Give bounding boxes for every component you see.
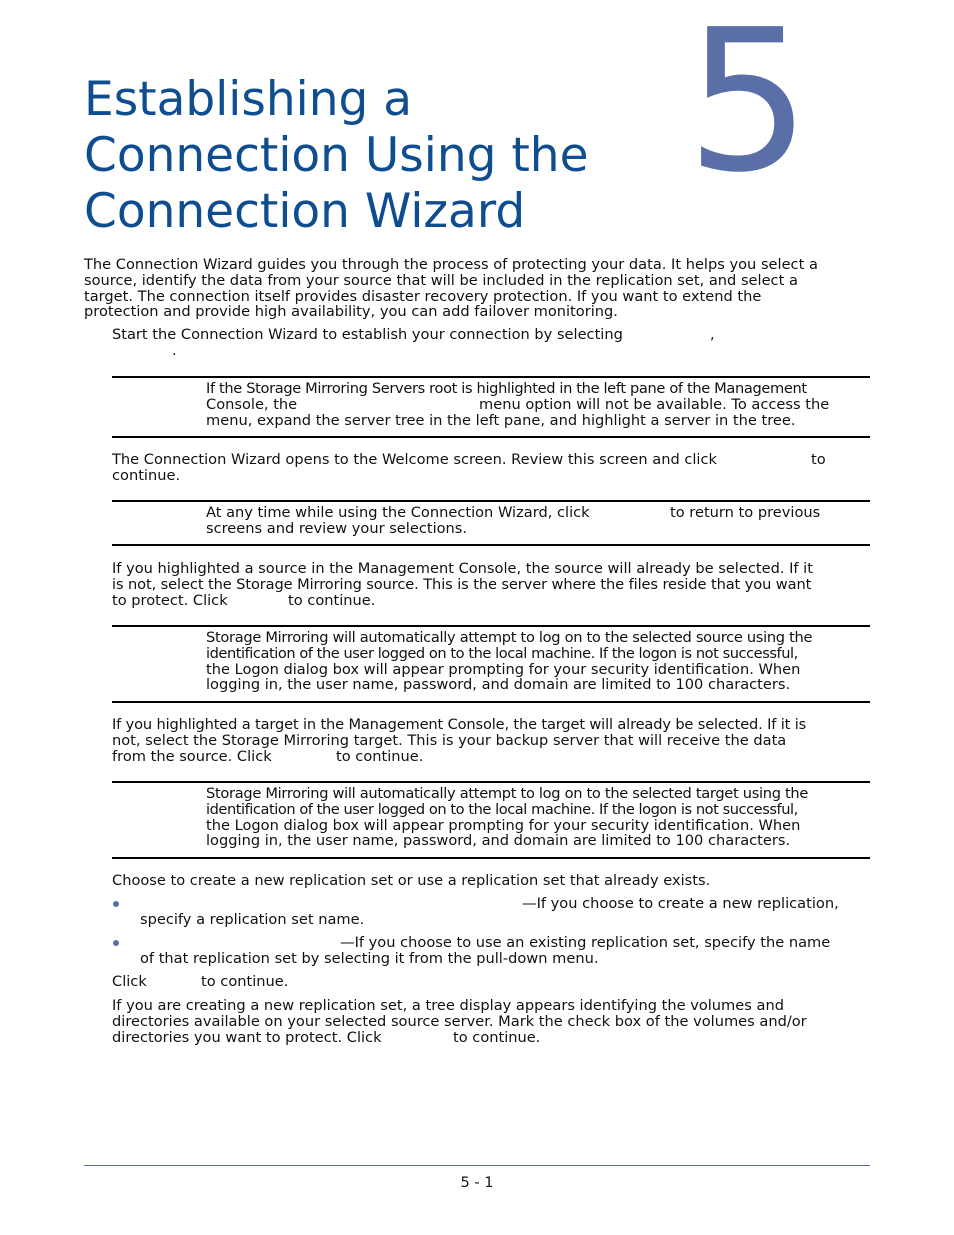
- footer-rule: [84, 1165, 870, 1166]
- text-line: logging in, the user name, password, and domain are limited to 100 characters.: [206, 676, 791, 694]
- text-fragment: menu option will not be available. To access the: [479, 395, 830, 413]
- text-line: If the Storage Mirroring Servers root is highlighted in the left pane of the Management: [206, 380, 807, 397]
- text-line: of that replication set by selecting it from the pull-down menu.: [140, 949, 599, 967]
- chapter-title-line: Establishing a: [84, 72, 413, 127]
- text-fragment: ,: [710, 326, 715, 343]
- note-box: [112, 781, 870, 859]
- text-fragment: to: [811, 451, 826, 468]
- step-tree-display: [112, 998, 807, 1045]
- text-fragment: to return to previous: [670, 504, 821, 521]
- text-line: identification of the user logged on to the local machine. If the logon is not successful,: [206, 800, 798, 818]
- step-select-source: [112, 561, 813, 608]
- text-line: logging in, the user name, password, and domain are limited to 100 characters.: [206, 832, 791, 850]
- note-box: [112, 376, 870, 438]
- step-start-wizard: [112, 326, 715, 359]
- text-fragment: The Connection Wizard opens to the Welcome screen. Review this screen and click: [112, 451, 717, 468]
- text-fragment: At any time while using the Connection Wizard, click: [206, 504, 590, 521]
- chapter-number: 5: [686, 0, 811, 216]
- text-fragment: from the source. Click: [112, 747, 272, 765]
- text-line: menu, expand the server tree in the left pane, and highlight a server in the tree.: [206, 411, 796, 429]
- bullet-icon: [113, 901, 119, 907]
- text-fragment: Click: [112, 973, 147, 990]
- intro-paragraph: [84, 257, 818, 320]
- text-line: Storage Mirroring will automatically attempt to log on to the selected source using the: [206, 629, 813, 646]
- list-item: [140, 895, 839, 928]
- text-line: If you highlighted a target in the Management Console, the target will already be selected. If it is: [112, 716, 807, 733]
- step-select-target: [112, 717, 806, 764]
- list-item: [140, 934, 831, 967]
- text-line: The Connection Wizard guides you through the process of protecting your data. It helps you select a: [84, 256, 818, 273]
- text-line: screens and review your selections.: [206, 519, 468, 537]
- chapter-title-line: Connection Wizard: [84, 184, 526, 239]
- note-box: [112, 625, 870, 703]
- text-line: directories available on your selected source server. Mark the check box of the volumes and/or: [112, 1012, 807, 1030]
- text-fragment: .: [172, 341, 177, 359]
- step-replication-set: [112, 873, 710, 889]
- text-line: If you are creating a new replication set, a tree display appears identifying the volumes and: [112, 997, 784, 1014]
- text-line: target. The connection itself provides disaster recovery protection. If you want to extend the: [84, 287, 762, 305]
- text-line: not, select the Storage Mirroring target. This is your backup server that will receive the data: [112, 731, 787, 749]
- text-line: source, identify the data from your source that will be included in the replication set, and select a: [84, 271, 798, 289]
- step-welcome: [112, 451, 826, 484]
- bullet-icon: [113, 940, 119, 946]
- text-fragment: to continue.: [336, 747, 424, 765]
- text-fragment: to continue.: [288, 591, 376, 609]
- text-fragment: to continue.: [201, 973, 289, 990]
- page-number: 5 - 1: [460, 1174, 494, 1191]
- text-fragment: —If you choose to use an existing replication set, specify the name: [340, 934, 831, 951]
- text-line: the Logon dialog box will appear prompting for your security identification. When: [206, 816, 801, 834]
- text-fragment: directories you want to protect. Click: [112, 1028, 382, 1046]
- text-line: Storage Mirroring will automatically attempt to log on to the selected target using the: [206, 785, 809, 802]
- text-line: specify a replication set name.: [140, 910, 365, 928]
- text-line: is not, select the Storage Mirroring source. This is the server where the files reside that you want: [112, 575, 812, 593]
- note-box: [112, 500, 870, 546]
- text-line: continue.: [112, 466, 181, 484]
- text-fragment: Console, the: [206, 395, 298, 413]
- text-fragment: —If you choose to create a new replication,: [522, 895, 839, 912]
- text-fragment: to continue.: [453, 1028, 541, 1046]
- chapter-title-line: Connection Using the: [84, 128, 589, 183]
- text-fragment: Start the Connection Wizard to establish your connection by selecting: [112, 326, 623, 343]
- text-line: If you highlighted a source in the Management Console, the source will already be selected. If it: [112, 560, 813, 577]
- text-line: protection and provide high availability, you can add failover monitoring.: [84, 303, 618, 321]
- text-line: identification of the user logged on to the local machine. If the logon is not successful,: [206, 644, 798, 662]
- text-fragment: to protect. Click: [112, 591, 228, 609]
- text-line: Choose to create a new replication set or use a replication set that already exists.: [112, 872, 711, 889]
- click-continue: [112, 973, 289, 990]
- chapter-title: [84, 72, 684, 240]
- text-line: the Logon dialog box will appear prompting for your security identification. When: [206, 660, 801, 678]
